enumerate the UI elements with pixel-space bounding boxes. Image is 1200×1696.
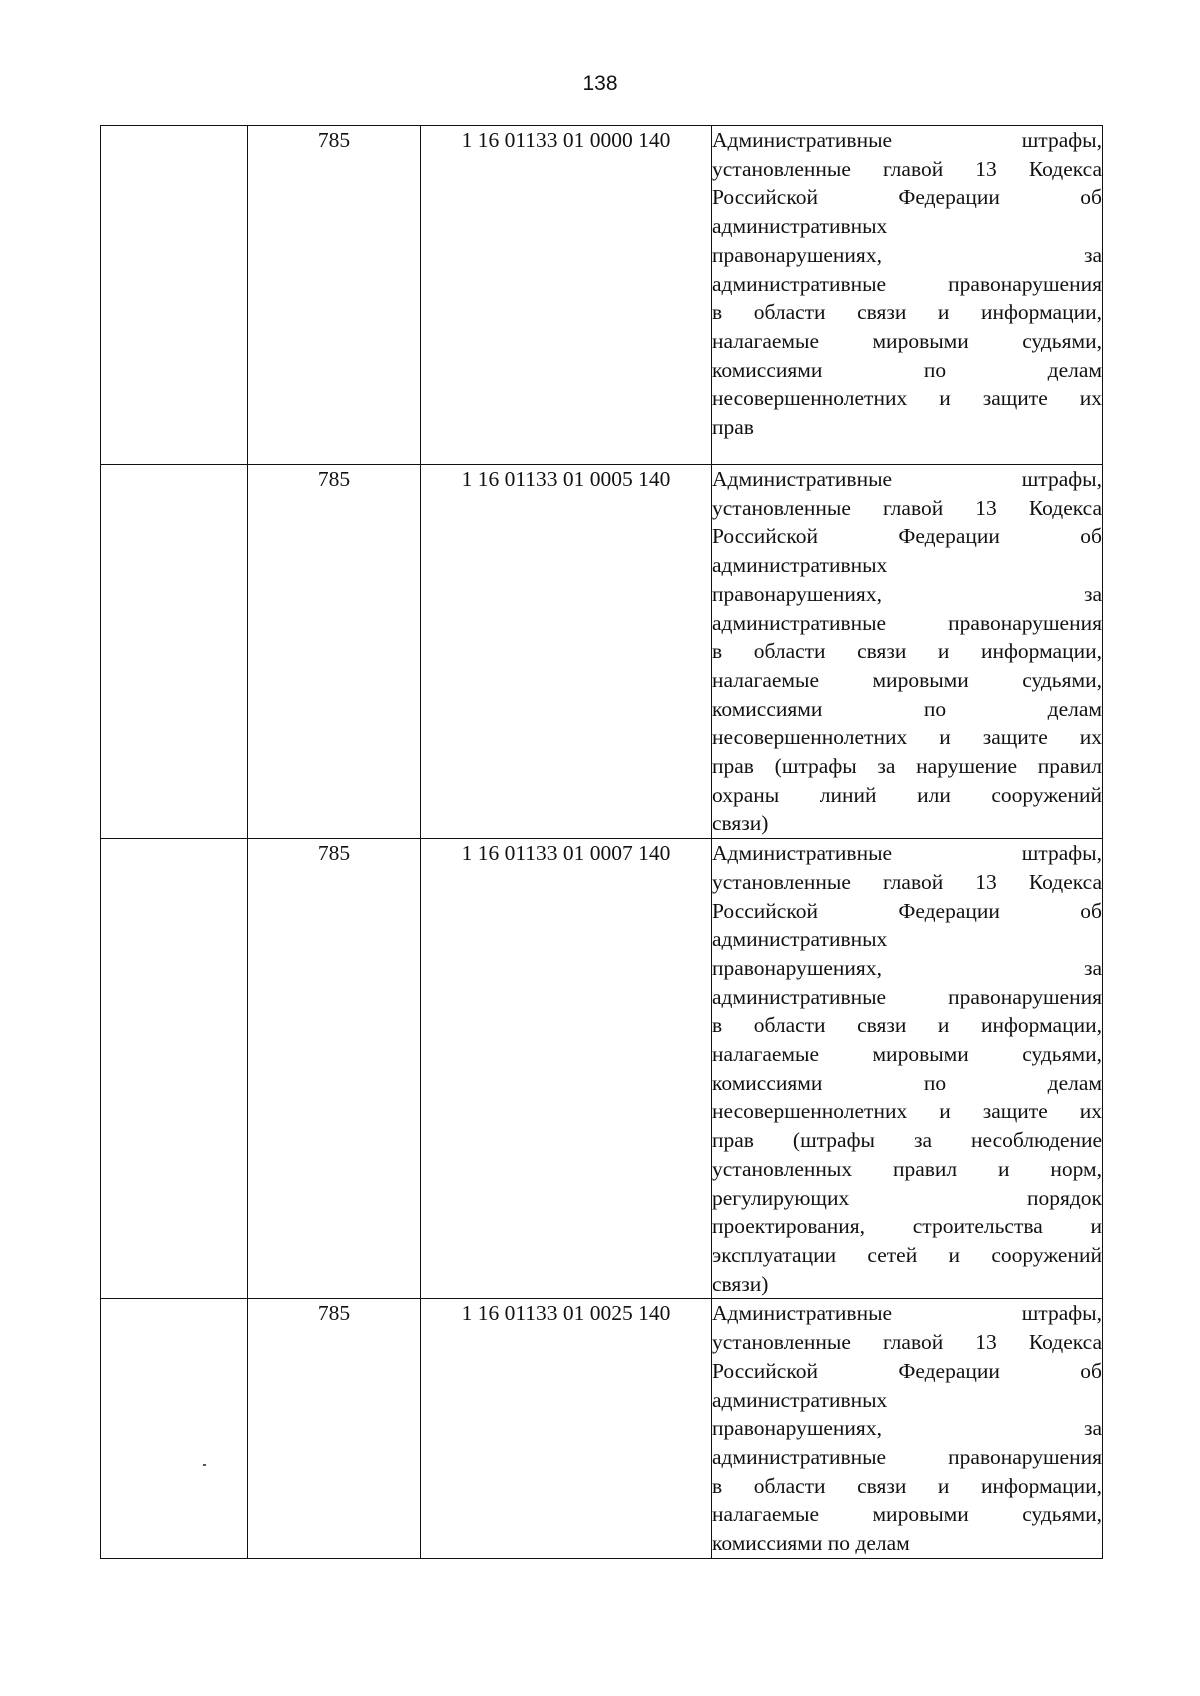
table-body [101, 126, 1103, 1559]
table-row [101, 126, 1103, 465]
table-row [101, 1299, 1103, 1558]
description-line: правонарушениях, за [712, 242, 1102, 267]
table-row [101, 839, 1103, 1299]
description-line: налагаемые мировыми судьями, [712, 1502, 1102, 1527]
empty-cell [101, 126, 248, 465]
kbk-code-cell: 1 16 01133 01 0007 140 [421, 839, 712, 1299]
admin-code-cell: 785 [248, 126, 421, 465]
empty-cell [101, 839, 248, 1299]
description-text [712, 1299, 1102, 1557]
description-line: административные правонарушения [712, 610, 1102, 635]
page-number: 138 [582, 72, 618, 95]
description-line: правонарушениях, за [712, 955, 1102, 980]
budget-classification-table [100, 125, 1103, 1559]
empty-cell [101, 465, 248, 839]
description-cell [712, 839, 1103, 1299]
description-line: Российской Федерации об [712, 1358, 1102, 1383]
kbk-code-cell: 1 16 01133 01 0025 140 [421, 1299, 712, 1558]
description-line: Административные штрафы, [712, 1301, 1102, 1326]
description-line: административных [712, 1387, 888, 1412]
description-cell [712, 465, 1103, 839]
table-row [101, 465, 1103, 839]
description-line: Российской Федерации об [712, 185, 1102, 210]
description-line: несовершеннолетних и защите их [712, 725, 1102, 750]
description-line: в области связи и информации, [712, 1473, 1102, 1498]
description-line: административных [712, 553, 888, 578]
description-text [712, 839, 1102, 1298]
description-line: Административные штрафы, [712, 467, 1102, 491]
description-line: комиссиями по делам [712, 696, 1102, 721]
description-line: административные правонарушения [712, 271, 1102, 296]
description-line: установленные главой 13 Кодекса [712, 156, 1102, 181]
empty-cell [101, 1299, 248, 1558]
description-line: прав [712, 415, 754, 440]
description-line: административные правонарушения [712, 984, 1102, 1009]
description-line: правонарушениях, за [712, 581, 1102, 606]
description-line: комиссиями по делам [712, 357, 1102, 382]
description-line: комиссиями по делам [712, 1070, 1102, 1095]
description-line: установленных правил и норм, [712, 1156, 1102, 1181]
scan-speck [203, 1464, 206, 1466]
description-cell [712, 126, 1103, 465]
description-text [712, 465, 1102, 838]
description-line: в области связи и информации, [712, 639, 1102, 664]
description-line: прав (штрафы за несоблюдение [712, 1128, 1102, 1153]
description-line: несовершеннолетних и защите их [712, 386, 1102, 411]
admin-code-cell: 785 [248, 1299, 421, 1558]
description-line: Российской Федерации об [712, 898, 1102, 923]
description-line: налагаемые мировыми судьями, [712, 1042, 1102, 1067]
description-line: прав (штрафы за нарушение правил [712, 754, 1102, 779]
description-line: регулирующих порядок [712, 1185, 1102, 1210]
description-line: несовершеннолетних и защите их [712, 1099, 1102, 1124]
description-line: установленные главой 13 Кодекса [712, 1330, 1102, 1355]
description-line: правонарушениях, за [712, 1416, 1102, 1441]
description-line: эксплуатации сетей и сооружений [712, 1242, 1102, 1267]
description-line: комиссиями по делам [712, 1531, 910, 1556]
description-cell [712, 1299, 1103, 1558]
description-line: административных [712, 214, 888, 239]
description-line: связи) [712, 811, 769, 836]
admin-code-cell: 785 [248, 839, 421, 1299]
description-line: в области связи и информации, [712, 300, 1102, 325]
description-line: Административные штрафы, [712, 841, 1102, 866]
kbk-code-cell: 1 16 01133 01 0005 140 [421, 465, 712, 839]
description-line: установленные главой 13 Кодекса [712, 869, 1102, 894]
description-line: установленные главой 13 Кодекса [712, 495, 1102, 520]
description-line: административные правонарушения [712, 1444, 1102, 1469]
description-text [712, 126, 1102, 442]
description-line: в области связи и информации, [712, 1013, 1102, 1038]
description-line: Административные штрафы, [712, 128, 1102, 152]
description-line: Российской Федерации об [712, 524, 1102, 549]
description-line: проектирования, строительства и [712, 1214, 1102, 1239]
kbk-code-cell: 1 16 01133 01 0000 140 [421, 126, 712, 465]
description-line: связи) [712, 1271, 769, 1296]
description-line: налагаемые мировыми судьями, [712, 667, 1102, 692]
description-line: охраны линий или сооружений [712, 782, 1102, 807]
admin-code-cell: 785 [248, 465, 421, 839]
description-line: налагаемые мировыми судьями, [712, 328, 1102, 353]
description-line: административных [712, 927, 888, 952]
